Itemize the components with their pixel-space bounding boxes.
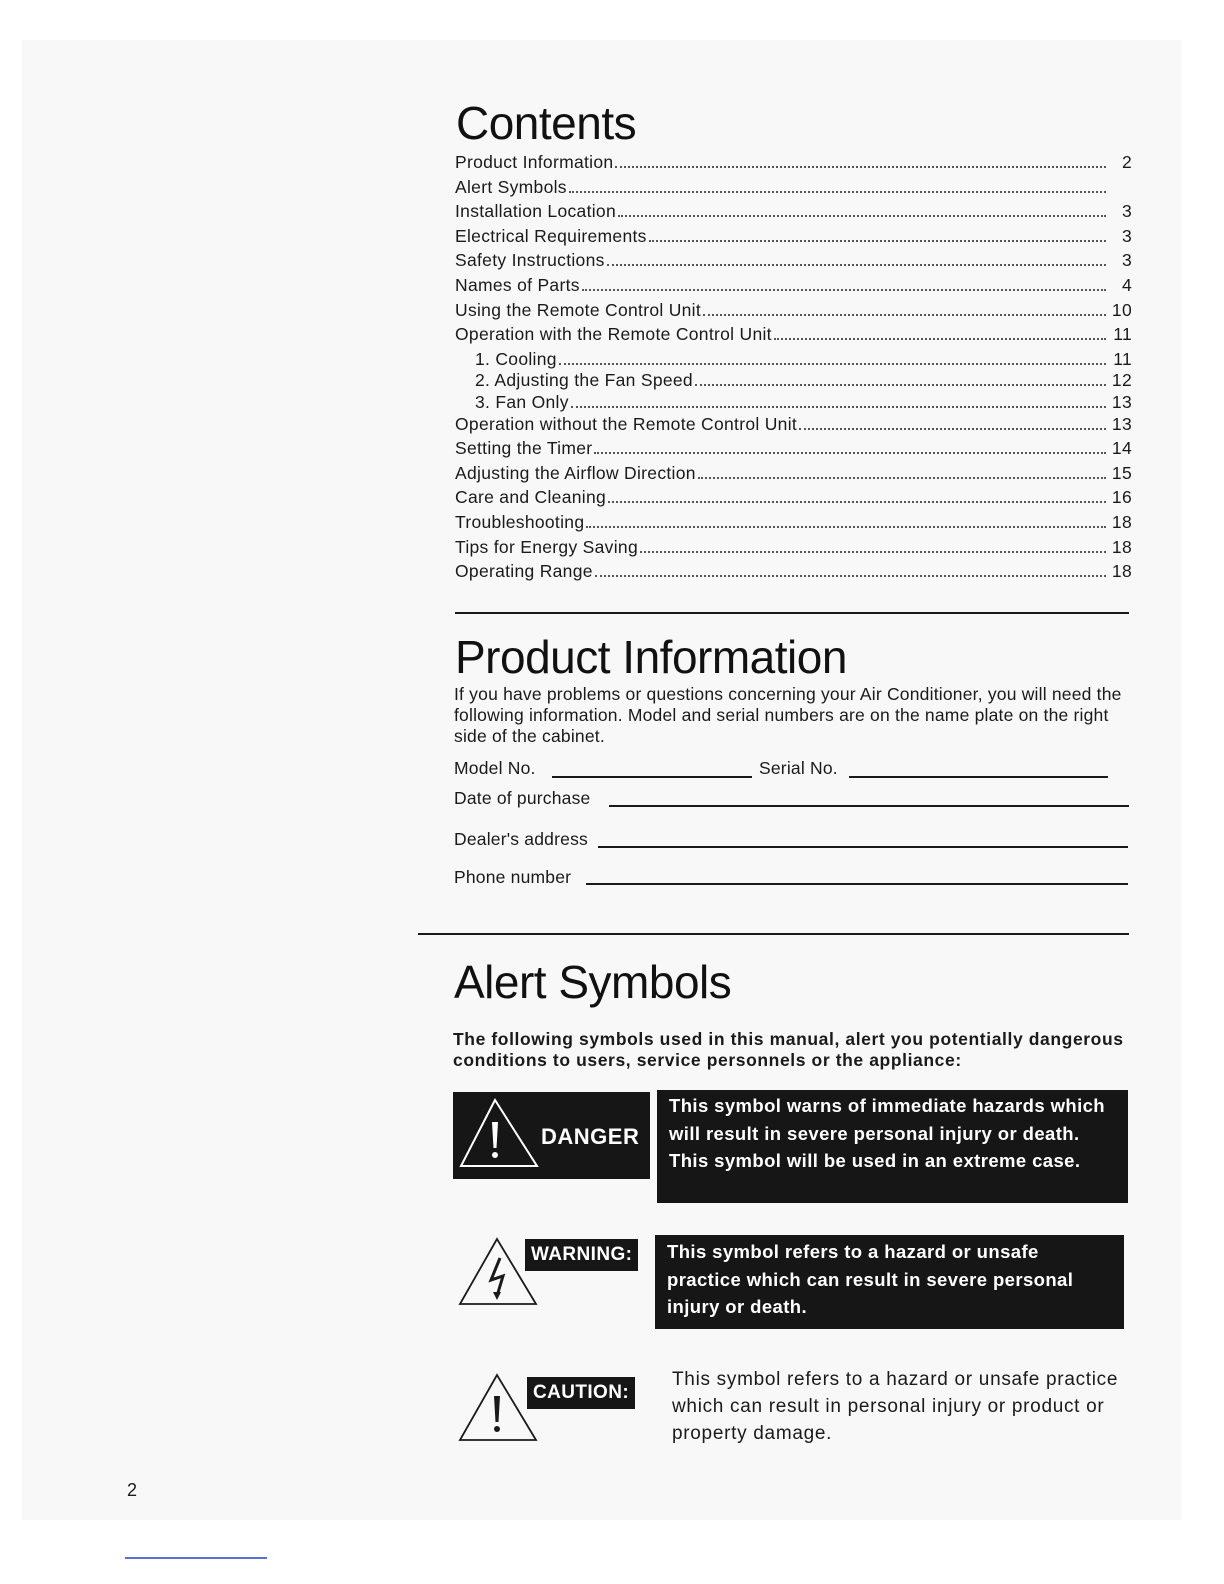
footer-link-underline[interactable] <box>125 1557 267 1559</box>
section-divider <box>418 933 1129 935</box>
section-divider <box>455 612 1129 614</box>
toc-entry[interactable]: Product Information 2 <box>455 152 1132 172</box>
alert-symbols-title: Alert Symbols <box>454 956 732 1008</box>
danger-warning-icon <box>453 1092 543 1179</box>
page-number: 2 <box>127 1480 138 1500</box>
phone-label: Phone number <box>454 867 572 887</box>
danger-symbol <box>453 1092 650 1179</box>
date-field[interactable] <box>609 805 1129 807</box>
toc-subentry[interactable]: 1. Cooling 11 <box>475 348 1132 369</box>
toc-entry[interactable]: Using the Remote Control Unit 10 <box>455 299 1132 320</box>
toc-entry[interactable]: Installation Location 3 <box>455 201 1132 222</box>
warning-description: This symbol refers to a hazard or unsafe practice which can result in severe personal injury or death. <box>655 1235 1124 1329</box>
serial-label: Serial No. <box>759 758 838 778</box>
toc-entry[interactable]: Setting the Timer 14 <box>455 438 1132 459</box>
toc-subentry[interactable]: 3. Fan Only 13 <box>475 391 1132 412</box>
caution-description: This symbol refers to a hazard or unsafe practice which can result in personal injury or product or property damage. <box>672 1369 1119 1444</box>
toc-entry[interactable]: Safety Instructions 3 <box>455 250 1132 271</box>
product-info-title: Product Information <box>455 631 847 683</box>
model-label: Model No. <box>454 758 536 778</box>
product-info-text: If you have problems or questions concerning your Air Conditioner, you will need the following information. Model and serial numbers are on the name plate on the right side of the cabinet. <box>454 684 1122 746</box>
toc-entry[interactable]: Adjusting the Airflow Direction 15 <box>455 462 1132 483</box>
dealer-label: Dealer's address <box>454 829 588 849</box>
toc-entry[interactable]: Operation with the Remote Control Unit 11 <box>455 324 1132 345</box>
caution-label: CAUTION: <box>527 1377 635 1409</box>
danger-description: This symbol warns of immediate hazards which will result in severe personal injury or death. This symbol will be used in an extreme case. <box>657 1090 1128 1203</box>
toc-entry[interactable]: Names of Parts 4 <box>455 274 1132 295</box>
toc-entry[interactable]: Tips for Energy Saving 18 <box>455 536 1132 557</box>
toc-entry[interactable]: Troubleshooting 18 <box>455 511 1132 532</box>
toc-entry[interactable]: Electrical Requirements 3 <box>455 225 1132 246</box>
toc-entry[interactable]: Operating Range 18 <box>455 561 1132 582</box>
toc-entry[interactable]: Care and Cleaning 16 <box>455 487 1132 508</box>
model-field[interactable] <box>552 776 752 778</box>
toc-entry[interactable]: Alert Symbols <box>455 177 1132 202</box>
warning-label: WARNING: <box>525 1239 638 1271</box>
dealer-field[interactable] <box>598 846 1128 848</box>
toc-entry[interactable]: Operation without the Remote Control Unit 13 <box>455 413 1132 434</box>
contents-title: Contents <box>456 97 637 149</box>
toc-subentry[interactable]: 2. Adjusting the Fan Speed 12 <box>475 370 1132 391</box>
alert-intro-text: The following symbols used in this manual, alert you potentially dangerous conditions to users, service personnels or the appliance: <box>453 1029 1124 1070</box>
phone-field[interactable] <box>586 883 1128 885</box>
date-label: Date of purchase <box>454 788 591 808</box>
serial-field[interactable] <box>849 776 1108 778</box>
table-of-contents <box>455 152 1132 586</box>
danger-label: DANGER <box>541 1124 640 1149</box>
